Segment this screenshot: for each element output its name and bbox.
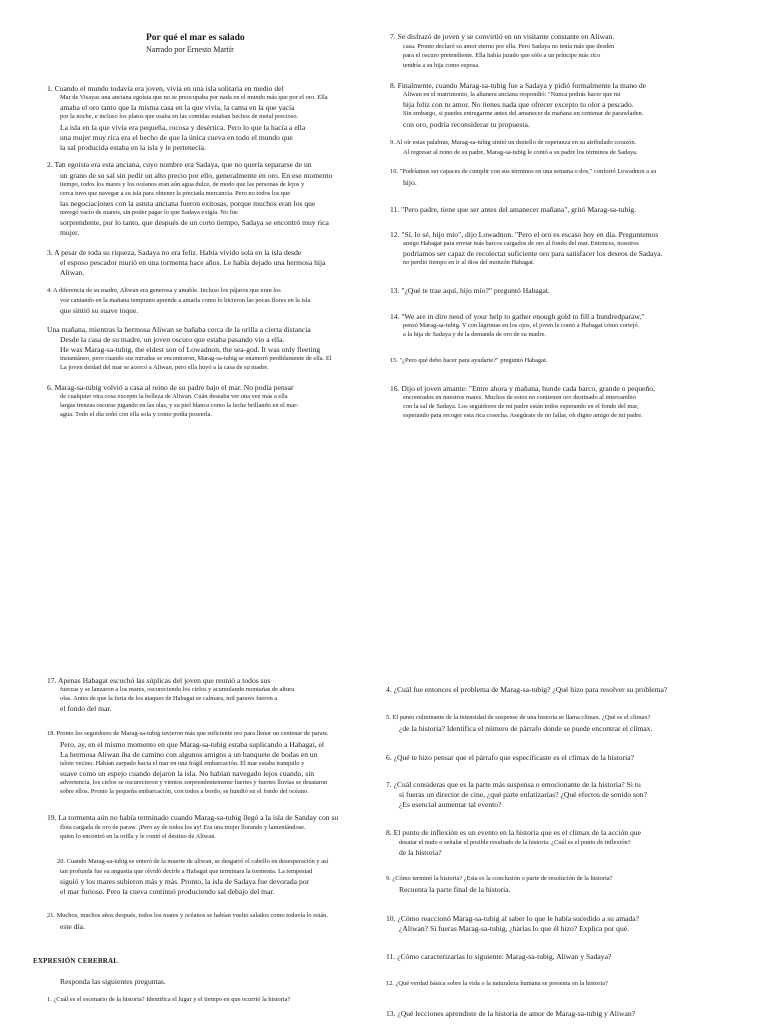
question-line: ¿Aliwan? Si fueras Marag-sa-tubig, ¿harías lo que él hizo? Explica por qué. xyxy=(399,924,630,933)
paragraph-line: Aliwan en el matrimonio, la altanera anciana respondió: "Nunca podrás hacer que mi xyxy=(403,91,621,98)
paragraph-line: navegó vacío de manos, sin poder pagar lo que Sadaya exigía. No fue xyxy=(60,209,238,216)
paragraph-line: tiempo, todos los mares y los océanos eran aún agua dulce, de modo que las personas de lejos y xyxy=(60,181,305,188)
paragraph-line: una mujer muy rica era el hecho de que la única cueva en todo el mundo que xyxy=(60,133,293,142)
paragraph-line: He was Marag-sa-tubig, the eldest son of Lowadnon, the sea-god. It was only fleeting xyxy=(60,345,321,354)
paragraph-line: 8. Finalmente, cuando Marag-sa-tubig fue a Sadaya y pidió formalmente la mano de xyxy=(390,81,646,90)
paragraph-line: tan profunda fue su angustia que olvidó decirle a Habagat que terminara la tormenta. La tempestad xyxy=(60,868,313,875)
paragraph-line: 1. Cuando el mundo todavía era joven, vivía en una isla solitaria en medio del xyxy=(47,84,284,93)
question-4: 4. ¿Cuál fue entonces el problema de Marag-sa-tubig? ¿Qué hizo para resolver su problema? xyxy=(386,685,668,694)
paragraph-line: La isla en la que vivía era pequeña, rocosa y desértica. Pero lo que la hacía a ella xyxy=(60,123,306,132)
paragraph-line: podríamos ser capaz de recolectar suficiente oro para satisfacer los deseos de Sadaya. xyxy=(403,249,663,258)
paragraph-line: amigo Habagat para enviar más barcos cargados de oro al fondo del mar. Entonces, nosotros xyxy=(403,240,639,247)
paragraph-line: cerca tuvo que navegar a su isla para obtener la preciada mercancía. Pero no todos los que xyxy=(60,190,291,197)
paragraph-line: 20. Cuando Marag-sa-tubig se enteró de la muerte de aliwan, se desgarró el cabello en desesperación y así xyxy=(57,858,329,865)
paragraph-line: la sal producida estaba en la isla y le pertenecía. xyxy=(60,143,206,152)
paragraph-line: 12. "Sí, lo sé, hijo mío", dijo Lowadnon. "Pero el oro es escaso hoy en día. Preguntemos xyxy=(390,230,659,239)
document-subtitle: Narrado por Ernesto Martír xyxy=(146,45,234,54)
paragraph-line: fuerzas y se lanzaron a los mares, oscureciendo los cielos y acumulando montañas de altura xyxy=(60,686,295,693)
paragraph-line: 11. "Pero padre, tiene que ser antes del amanecer mañana", gritó Marag-sa-tubig. xyxy=(390,205,637,214)
question-line: de la historia? xyxy=(399,848,442,857)
paragraph-line: casa. Pronto declaró su amor eterno por ella. Pero Sadaya no tenía más que desdén xyxy=(403,43,615,50)
paragraph-line: tendría a su hija como esposa. xyxy=(403,62,480,69)
paragraph-line: Una mañana, mientras la hermosa Aliwan se bañaba cerca de la orilla a cierta distancia xyxy=(47,325,311,334)
paragraph-line: las negociaciones con la astuta anciana fueron exitosas, porque muchos eran los que xyxy=(60,199,316,208)
paragraph-line: largas trenzas oscuras jugando en las olas, y su piel blanca como la leche brillando en el mar- xyxy=(60,402,299,409)
paragraph-line: La hermosa Aliwan iba de camino con algunos amigos a un banquete de bodas en un xyxy=(60,750,318,759)
paragraph-line: 6. Marag-sa-tubig volvió a casa al reino de su padre bajo el mar. No podía pensar xyxy=(47,383,294,392)
paragraph-line: el fondo del mar. xyxy=(60,704,112,713)
paragraph-line: a la hija de Sadaya y de la demanda de oro de su madre. xyxy=(403,331,547,338)
paragraph-line: mujer. xyxy=(60,228,80,237)
paragraph-line: agua. Todo el día soñó con ella sola y como podía poseerla. xyxy=(60,411,212,418)
section-heading: EXPRESIÓN CEREBRAL xyxy=(33,957,119,965)
paragraph-line: con oro, podría reconsiderar tu propuesta. xyxy=(403,120,530,129)
paragraph-line: La joven deidad del mar se acercó a Aliwan, pero ella huyó a la casa de su madre. xyxy=(60,364,269,371)
paragraph-line: que sintió su suave toque. xyxy=(60,306,139,315)
paragraph-line: 7. Se disfrazó de joven y se convirtió en un visitante constante en Aliwan. xyxy=(390,32,615,41)
paragraph-line: sorprendente, por lo tanto, que después de un corto tiempo, Sadaya se encontró muy rica xyxy=(60,218,329,227)
paragraph-line: Pero, ay, en el mismo momento en que Marag-sa-tubig estaba suplicando a Habagat, el xyxy=(60,740,324,749)
paragraph-line: sobre ellos. Pronto la pequeña embarcación, con todos a bordo, se hundió en el fondo del océano. xyxy=(60,788,309,795)
paragraph-line: el esposo pescador murió en una tormenta hace años. Le había dejado una hermosa hija xyxy=(60,258,326,267)
paragraph-line: siguió y los mares subieron más y más. Pronto, la isla de Sadaya fue devorada por xyxy=(60,877,310,886)
paragraph-line: 4. A diferencia de su madre, Aliwan era generosa y amable. Incluso los pájaros que eran los xyxy=(47,287,281,294)
question-line: ¿Es esencial aumentar tal evento? xyxy=(399,800,502,809)
paragraph-line: 13. "¿Qué te trae aquí, hijo mío?" preguntó Habagat. xyxy=(390,286,550,295)
question-11: 11. ¿Cómo caracterizarías lo siguiente: Marag-sa-tubig, Aliwan y Sadaya? xyxy=(386,952,612,961)
paragraph-line: 10. "Podríamos ser capaces de cumplir con sus términos en una semana o dos," confortó Lowadnon a su xyxy=(390,168,657,175)
question-line: 5. El punto culminante de la intensidad de suspense de una historia se llama clímax. ¿Qué es el clímax? xyxy=(386,714,651,721)
paragraph-line: encontrados en nuestros mares. Muchos de estos no contienen oro destinado al intercambio xyxy=(403,394,637,401)
paragraph-line: amaba el oro tanto que la misma casa en la que vivía, la cama en la que yacía xyxy=(60,103,295,112)
question-line: 7. ¿Cuál consideras que es la parte más suspensa o emocionante de la historia? Si tu xyxy=(386,780,641,789)
paragraph-line: 16. Dijo el joven amante: "Entre ahora y mañana, hunde cada barco, grande o pequeño, xyxy=(390,384,655,393)
paragraph-line: Aliwan. xyxy=(60,268,85,277)
paragraph-line: Mar de Visayas una anciana egoísta que no se preocupaba por nada en el mundo más que por el oro. Ella xyxy=(60,94,328,101)
paragraph-line: el mar furioso. Pero la cueva continuó produciendo sal debajo del mar. xyxy=(60,887,275,896)
paragraph-line: para el oscuro pretendiente. Ella había jurado que sólo a un príncipe más rico xyxy=(403,52,601,59)
question-line: si fueras un director de cine, ¿qué parte enfatizarías? ¿Qué efectos de sonido son? xyxy=(399,790,647,799)
question-12: 12. ¿Qué verdad básica sobre la vida o la naturaleza humana se presenta en la historia? xyxy=(386,980,608,987)
paragraph-line: hijo. xyxy=(403,178,417,187)
paragraph-line: con la sal de Sadaya. Los seguidores de mi padre están todos esperando en el fondo del mar, xyxy=(403,403,639,410)
paragraph-line: Al regresar al reino de su padre, Marag-sa-tubig le contó a su padre los términos de Sadaya. xyxy=(403,149,638,156)
paragraph-line: Desde la casa de su madre, un joven oscuro que estaba pasando vio a ella. xyxy=(60,335,285,344)
paragraph-line: 2. Tan egoísta era esta anciana, cuyo nombre era Sadaya, que no quería separarse de un xyxy=(47,160,312,169)
question-line: 8. El punto de inflexión es un evento en la historia que es el clímax de la acción que xyxy=(386,828,641,837)
paragraph-line: 14. "We are in dire need of your help to gather enough gold to fill a hundredparaw," xyxy=(390,312,645,321)
question-line: desatar el nudo o señalar el posible resultado de la historia. ¿Cuál es el punto de inflexión? xyxy=(399,839,631,846)
document-title: Por qué el mar es salado xyxy=(146,33,245,43)
paragraph-line: islote vecino. Habían zarpado hacia el mar en una frágil embarcación. El mar estaba tranquilo y xyxy=(60,760,305,767)
paragraph-line: 17. Apenas Habagat escuchó las súplicas del joven que reunió a todos sus xyxy=(47,676,271,685)
paragraph-line: olas. Antes de que la furia de los ataques de Habagat se calmara, mil paraws fueron a xyxy=(60,695,278,702)
paragraph-line: no perdió tiempo en ir al dios del monzón Habagat. xyxy=(403,259,535,266)
paragraph-line: flota cargada de oro de paraw. ¡Pero ay de todos los ay! Era una mujer llorando y lamentándose. xyxy=(60,824,306,831)
paragraph-line: quien lo encontró en la orilla y le contó el destino de Aliwan. xyxy=(60,833,216,840)
question-line: Recuenta la parte final de la historia. xyxy=(399,885,511,894)
paragraph-line: 18. Pronto los seguidores de Marag-sa-tubig tuvieron más que suficiente oro para llenar un centenar de paraw. xyxy=(47,730,329,737)
paragraph-line: un grano de su sal sin pedir un alto precio por ello, generalmente en oro. En ese momento xyxy=(60,171,333,180)
paragraph-line: esperando para recoger esta rica cosecha. Asegúrate de no fallar, oh digno amigo de mi padre. xyxy=(403,412,643,419)
paragraph-line: de cualquier otra cosa excepto la belleza de Aliwan. Cuán deseaba ver una vez más a ella xyxy=(60,393,288,400)
paragraph-line: 21. Muchos, muchos años después, todos los mares y océanos se habían vuelto salados como todavía lo están. xyxy=(47,912,328,919)
paragraph-line: este día. xyxy=(60,922,85,931)
section-instruction: Responda las siguientes preguntas. xyxy=(60,977,166,986)
paragraph-line: por la noche, e incluso los platos que usaba en las comidas estaban hechos de metal precioso. xyxy=(60,113,299,120)
question-line: 9. ¿Cómo terminó la historia? ¿Esta es la conclusión o parte de resolución de la historia? xyxy=(386,875,613,882)
paragraph-line: Sin embargo, si puedes entregarme antes del amanecer de mañana un centenar de parawladen. xyxy=(403,110,644,117)
paragraph-line: 15. "¿Pero qué debo hacer para ayudarte?" preguntó Habagat. xyxy=(390,357,548,364)
paragraph-line: advertencia, los cielos se oscurecieron y vientos sorprendentemente fuertes y fuertes lluvias se desataron xyxy=(60,779,328,786)
paragraph-line: 9. Al oír estas palabras, Marag-sa-tubig sintió un destello de esperanza en su atribulado corazón. xyxy=(390,139,637,146)
paragraph-line: voz cantando en la mañana temprano aprende a amarla como lo hicieron las pocas flores en la isla xyxy=(60,297,311,304)
question-line: ¿de la historia? Identifica el número de párrafo donde se puede encontrar el clímax. xyxy=(399,724,653,733)
paragraph-line: instantáneo, pero cuando sus miradas se encontraron, Marag-sa-tubig se enamoró perdidamente de ella. El xyxy=(60,355,332,362)
paragraph-line: suave como un espejo cuando dejaron la isla. No habían navegado lejos cuando, sin xyxy=(60,769,315,778)
question-line: 10. ¿Cómo reaccionó Marag-sa-tubig al saber lo que le había sucedido a su amada? xyxy=(386,914,640,923)
question-1: 1. ¿Cuál es el escenario de la historia? Identifica el lugar y el tiempo en que ocurrió la historia? xyxy=(47,996,291,1003)
paragraph-line: hija feliz con tu amor. No tienes nada que ofrecer excepto tu olor a pescado. xyxy=(403,100,634,109)
paragraph-line: 19. La tormenta aún no había terminado cuando Marag-sa-tubig llegó a la isla de Sanday con su xyxy=(47,813,339,822)
paragraph-line: 3. A pesar de toda su riqueza, Sadaya no era feliz. Había vivido sola en la isla desde xyxy=(47,248,302,257)
question-6: 6. ¿Qué te hizo pensar que el párrafo que especificaste es el clímax de la historia? xyxy=(386,753,634,762)
paragraph-line: pensó Marag-sa-tubig. Y con lágrimas en los ojos, el joven le contó a Habagat cómo cortejó. xyxy=(403,322,640,329)
question-13: 13. ¿Qué lecciones aprendiste de la historia de amor de Marag-sa-tubig y Aliwan? xyxy=(386,1009,636,1018)
